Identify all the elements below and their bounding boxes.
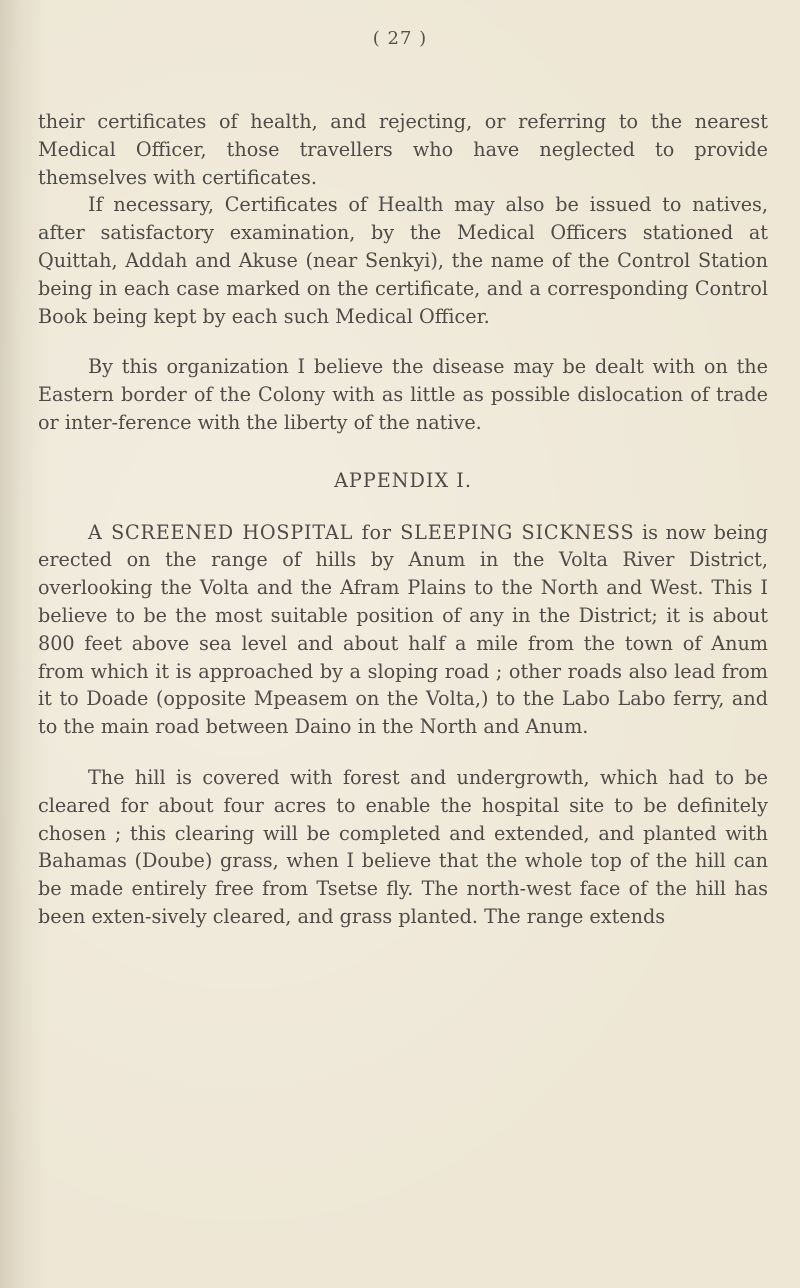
hospital-description: is now being erected on the range of hills by Anum in the Volta River District, overlooking the Volta and the Afram Plains to the North and West. This I believe to be the most suitable position of any in the District; it is about 800 feet above sea level and about half a mile from the town of Anum from which it is approached by a sloping road ; other roads also lead from it to Doade (opposite Mpeasem on the Volta,) to the Labo Labo ferry, and to the main road between Daino in the North and Anum.	[38, 520, 768, 739]
paragraph-screened-hospital	[38, 519, 768, 741]
document-body	[38, 108, 768, 931]
paragraph-organization: By this organization I believe the disease may be dealt with on the Eastern border of the Colony with as little as possible dislocation of trade or inter-ference with the liberty of the native.	[38, 355, 768, 434]
page-number: ( 27 )	[372, 28, 428, 49]
paragraph-certificates: If necessary, Certificates of Health may also be issued to natives, after satisfactory examination, by the Medical Officers stationed at Quittah, Addah and Akuse (near Senkyi), the name of the Control Station being in each case marked on the certificate, and a corresponding Control Book being kept by each such Medical Officer.	[38, 193, 768, 328]
paragraph-hill-clearing: The hill is covered with forest and undergrowth, which had to be cleared for about four acres to enable the hospital site to be definitely chosen ; this clearing will be completed and extended, and planted with Bahamas (Doube) grass, when I believe that the whole top of the hill can be made entirely free from Tsetse fly. The north-west face of the hill has been exten-sively cleared, and grass planted. The range extends	[38, 765, 768, 928]
appendix-heading: APPENDIX I.	[334, 468, 472, 492]
hospital-lead-caps: A SCREENED HOSPITAL for SLEEPING SICKNESS	[88, 520, 635, 544]
paragraph-continuation: their certificates of health, and rejecting, or referring to the nearest Medical Officer, those travellers who have neglected to provide themselves with certificates.	[38, 110, 768, 189]
